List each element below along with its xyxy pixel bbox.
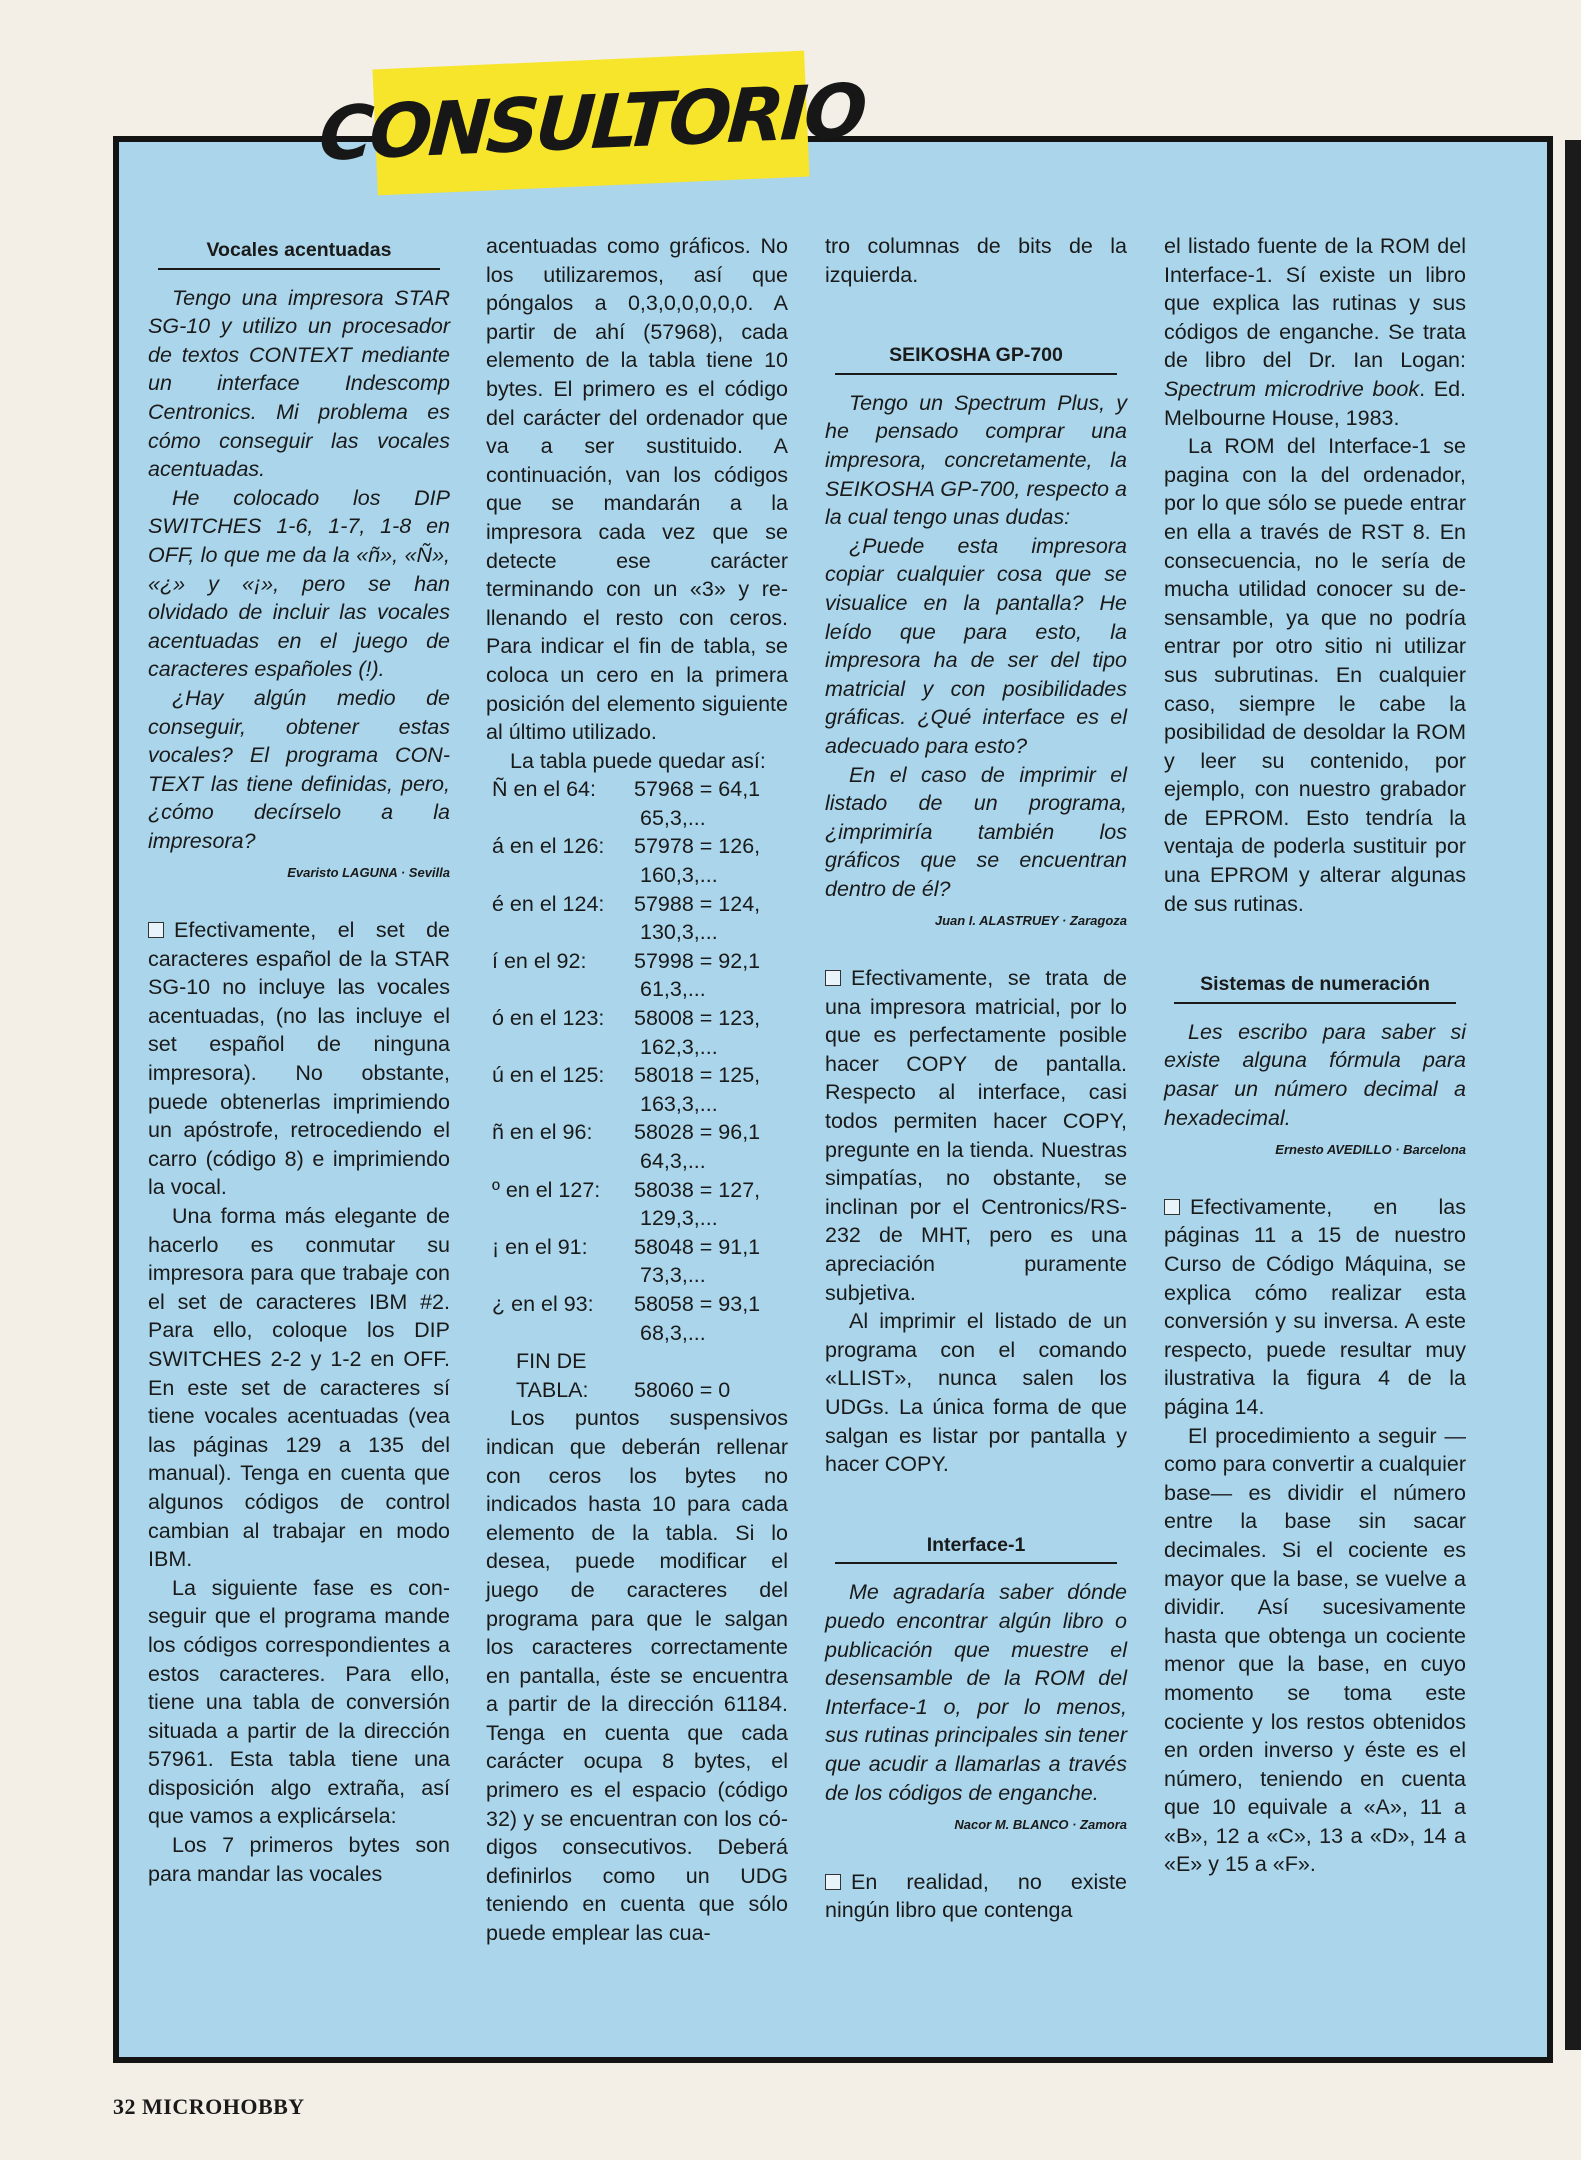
body-paragraph: acentuadas como gráficos. No los utilizaremos, así que póngalos a 0,3,0,0,0,0,0. A partir de ahí (57968), cada elemento de la tabla tiene 10 bytes. El primero es el código del carácter del ordenador que va a ser sustituido. A continuación, van los códigos que se mandarán a la impresora cada vez que se detecte ese carácter terminando con un «3» y rellenando el resto con ceros. Para indicar el fin de tabla, se coloca un cero en la primera posición del elemento siguiente al último utilizado. xyxy=(486,234,788,745)
body-paragraph: el listado fuente de la ROM del Interface-1. Sí existe un libro que explica las rutinas y sus códigos de enganche. Se trata de libro del Dr. Ian Logan: Spectrum microdrive book. Ed. Melbourne House, 1983. xyxy=(1164,234,1466,430)
heading-seikosha: SEIKOSHA GP-700 xyxy=(835,341,1117,375)
table-end-row: FIN DE xyxy=(516,1349,587,1374)
question-paragraph: He colocado los DIP SWITCHES 1-6, 1-7, 1-8 en OFF, lo que me da la «ñ», «Ñ», «¿» y «¡», pero se han olvidado de incluir las vocales acentuadas en el juego de caracteres españoles (!). xyxy=(148,485,450,682)
section-banner xyxy=(316,51,866,196)
question-paragraph: Tengo un Spectrum Plus, y he pensado comprar una impresora, concretamente, la SEIKOSHA GP-700, respecto a la cual tengo unas dudas: xyxy=(825,390,1127,530)
answer-box-icon xyxy=(1164,1199,1180,1215)
table-row: ¡ en el 91: 58048 = 91,1 xyxy=(492,1234,761,1259)
column-1 xyxy=(148,232,450,1888)
table-row: 61,3,... xyxy=(640,977,706,1002)
body-paragraph: tro columnas de bits de la izquierda. xyxy=(825,234,1127,287)
conversion-table xyxy=(486,775,788,1404)
answer-paragraph: Al imprimir el listado de un programa con el comando «LLIST», nunca salen los UDGs. La única forma de que salgan es listar por pantalla y hacer COPY. xyxy=(825,1309,1127,1477)
question-paragraph: ¿Puede esta impresora copiar cualquier cosa que se visualice en la pantalla? He leído que para esto, la impresora ha de ser del tipo matricial y con posibilidades gráficas. ¿Qué interface es el adecuado para esto? xyxy=(825,533,1127,758)
table-row: 162,3,... xyxy=(640,1034,718,1059)
table-row: ú en el 125: 58018 = 125, xyxy=(492,1063,761,1088)
body-paragraph: La ROM del Interface-1 se pagina con la del ordenador, por lo que sólo se puede entrar en ella a través de RST 8. En consecuencia, no le sería de mucha utilidad conocer su desensamble, ya que no podría entrar por otro sitio ni utilizar sus subrutinas. En cualquier caso, siempre le cabe la posibilidad de desoldar la ROM y leer su contenido, por ejemplo, con nuestro grabador de EPROM. Esto tendría la ventaja de poderla sustituir por una EPROM y alterar algunas de sus rutinas. xyxy=(1164,434,1466,916)
table-row: 163,3,... xyxy=(640,1091,718,1116)
table-row: á en el 126: 57978 = 126, xyxy=(492,834,761,859)
heading-interface1: Interface-1 xyxy=(835,1531,1117,1565)
table-row: 129,3,... xyxy=(640,1206,718,1231)
column-3 xyxy=(825,232,1127,1925)
heading-vocales: Vocales acentuadas xyxy=(158,236,440,270)
answer-paragraph: El procedimiento a seguir —como para convertir a cualquier base— es dividir el número entre la base sin sacar decimales. Si el cociente es mayor que la base, se vuelve a dividir. Así sucesivamente hasta que obtenga un cociente menor que la base, en cuyo momento se toma este cociente y los restos obtenidos en orden inverso y éste es el número, teniendo en cuenta que 10 equivale a «A», 11 a «B», 12 a «C», 13 a «D», 14 a «E» y 15 a «F». xyxy=(1164,1423,1466,1877)
table-row: 68,3,... xyxy=(640,1320,706,1345)
question-paragraph: Me agradaría saber dónde puedo encontrar algún libro o publicación que muestre el desensamble de la ROM del Interface-1 o, por lo menos, sus rutinas principales sin tener que acudir a llamarlas a través de los códigos de enganche. xyxy=(825,1580,1127,1805)
question-paragraph: ¿Hay algún medio de conseguir, obtener estas vocales? El programa CONTEXT las tiene definidas, pero, ¿cómo decírselo a la impresora? xyxy=(148,685,450,853)
table-row: 160,3,... xyxy=(640,863,718,888)
table-row: ¿ en el 93: 58058 = 93,1 xyxy=(492,1291,761,1316)
question-paragraph: Tengo una impresora STAR SG-10 y utilizo un procesador de textos CONTEXT mediante un interface Indescomp Centronics. Mi problema es cómo conseguir las vocales acentuadas. xyxy=(148,285,450,482)
signature: Evaristo LAGUNA · Sevilla xyxy=(287,865,450,881)
body-paragraph: La tabla puede quedar así: xyxy=(510,748,766,773)
column-4 xyxy=(1164,232,1466,1879)
answer-box-icon xyxy=(148,922,164,938)
answer-paragraph: Una forma más elegante de hacerlo es conmutar su impresora para que trabaje con el set de caracteres IBM #2. Para ello, coloque los DIP SWITCHES 2-2 y 1-2 en OFF. En este set de caracteres sí tiene vocales acentuadas (vea las páginas 129 a 135 del manual). Tenga en cuenta que algunos códigos de control cambian al trabajar en modo IBM. xyxy=(148,1204,450,1572)
answer-box-icon xyxy=(825,970,841,986)
table-row: í en el 92: 57998 = 92,1 xyxy=(492,948,761,973)
answer-paragraph: En realidad, no existe ningún libro que contenga xyxy=(825,1869,1127,1923)
table-row: 65,3,... xyxy=(640,805,706,830)
section-title: CONSULTORIO xyxy=(316,67,866,179)
table-row: º en el 127: 58038 = 127, xyxy=(492,1177,761,1202)
answer-paragraph: Efectivamente, en las páginas 11 a 15 de nuestro Curso de Código Máquina, se explica cómo realizar esta conversión y su inversa. A este respecto, puede resultar muy ilustrativa la figura 4 de la página 14. xyxy=(1164,1194,1466,1419)
question-paragraph: Les escribo para saber si existe alguna fórmula para pasar un número decimal a hexadecimal. xyxy=(1164,1019,1466,1130)
page-edge-bar xyxy=(1565,140,1581,2050)
table-row: 130,3,... xyxy=(640,920,718,945)
signature: Ernesto AVEDILLO · Barcelona xyxy=(1275,1142,1466,1158)
table-row: 64,3,... xyxy=(640,1149,706,1173)
table-row: ñ en el 96: 58028 = 96,1 xyxy=(492,1120,761,1145)
table-end-row: TABLA: 58060 = 0 xyxy=(516,1377,731,1402)
table-row: Ñ en el 64: 57968 = 64,1 xyxy=(492,777,761,802)
answer-paragraph: Efectivamente, el set de caracteres español de la STAR SG-10 no incluye las vocales acentuadas, (no las incluye el set español de ninguna impresora). No obstante, puede obtenerlas imprimiendo un apóstrofe, retrocediendo el carro (código 8) e imprimiendo la vocal. xyxy=(148,918,450,1200)
table-row: ó en el 123: 58008 = 123, xyxy=(492,1006,761,1031)
question-paragraph: En el caso de imprimir el listado de un programa, ¿imprimiría también los gráficos que se encuentran dentro de él? xyxy=(825,762,1127,901)
table-row: 73,3,... xyxy=(640,1263,706,1288)
table-row: é en el 124: 57988 = 124, xyxy=(492,891,761,916)
heading-sistemas: Sistemas de numeración xyxy=(1174,970,1456,1004)
body-paragraph: Los puntos suspensivos indican que deberán rellenar con ceros los bytes no indicados hasta 10 para cada elemento de la tabla. Si lo desea, puede modificar el juego de caracteres del programa para que le salgan los caracteres correctamente en pantalla, éste se encuentra a partir de la dirección 61184. Tenga en cuenta que cada carácter ocupa 8 bytes, el primero es el espacio (código 32) y se encuentran con los códigos consecutivos. Deberá definirlos como un UDG teniendo en cuenta que sólo puede emplear las cua- xyxy=(486,1406,788,1946)
answer-box-icon xyxy=(825,1874,841,1890)
answer-paragraph: La siguiente fase es conseguir que el programa mande los códigos correspondientes a estos caracteres. Para ello, tiene una tabla de conversión situada a partir de la dirección 57961. Esta tabla tiene una disposición algo extraña, así que vamos a explicársela: xyxy=(148,1575,450,1829)
answer-paragraph: Efectivamente, se trata de una impresora matricial, por lo que es perfectamente posible hacer COPY de pantalla. Respecto al interface, casi todos permiten hacer COPY, pregunte en la tienda. Nuestras simpatías, no obstante, se inclinan por el Centronics/RS-232 de MHT, pero es una apreciación puramente subjetiva. xyxy=(825,966,1127,1305)
answer-paragraph: Los 7 primeros bytes son para mandar las vocales xyxy=(148,1833,450,1886)
column-2 xyxy=(486,232,788,1948)
page-footer: 32 MICROHOBBY xyxy=(113,2094,305,2119)
signature: Juan I. ALASTRUEY · Zaragoza xyxy=(934,913,1127,929)
signature: Nacor M. BLANCO · Zamora xyxy=(954,1817,1127,1833)
